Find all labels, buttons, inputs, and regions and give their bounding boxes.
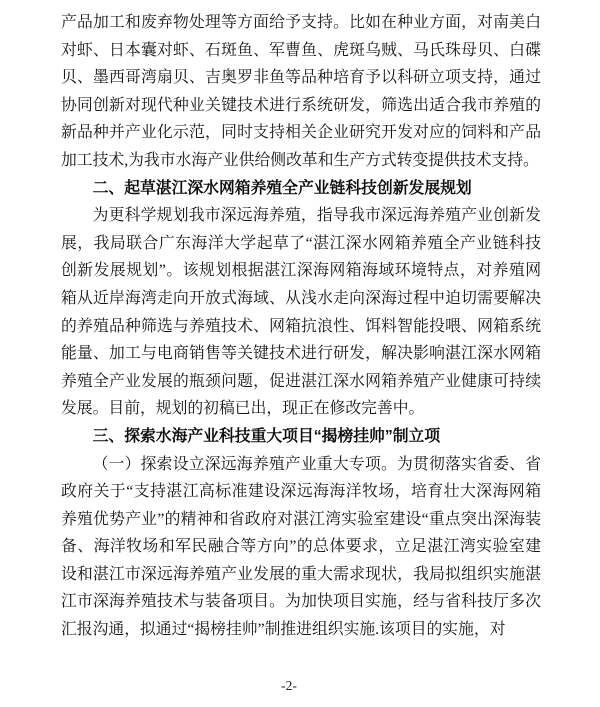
page-number: -2- bbox=[281, 677, 297, 693]
section-3-paragraph: （一）探索设立深远海养殖产业重大专项。为贯彻落实省委、省政府关于“支持湛江高标准建设深远海海洋牧场，培育壮大深海网箱养殖优势产业”的精神和省政府对湛江湾实验室建设“重点突出深海装备、海洋牧场和军民融合等方向”的总体要求，立足湛江湾实验室建设和湛江市深远海养殖产业发展的重大需求现状，我局拟组织实施湛江市深海养殖技术与装备项目。为加快项目实施，经与省科技厅多次汇报沟通，拟通过“揭榜挂帅”制推进组织实施.该项目的实施，对 bbox=[61, 455, 541, 639]
section-heading-2: 二、起草湛江深水网箱养殖全产业链科技创新发展规划 bbox=[92, 179, 472, 197]
continued-paragraph: 产品加工和废弃物处理等方面给予支持。比如在种业方面，对南美白对虾、日本囊对虾、石斑鱼、军曹鱼、虎斑乌贼、马氏珠母贝、白碟贝、墨西哥湾扇贝、吉奥罗非鱼等品种培育予以科研立项支持，通过协同创新对现代种业关键技术进行系统研发，筛选出适合我市养殖的新品种并产业化示范，同时支持相关企业研究开发对应的饲料和产品加工技术,为我市水海产业供给侧改革和生产方式转变提供技术支持。 bbox=[61, 14, 541, 169]
section-heading-3: 三、探索水海产业科技重大项目“揭榜挂帅”制立项 bbox=[92, 427, 441, 445]
section-2-paragraph: 为更科学规划我市深远海养殖，指导我市深远海养殖产业创新发展，我局联合广东海洋大学起草了“湛江深水网箱养殖全产业链科技创新发展规划”。该规划根据湛江深海网箱海域环境特点，对养殖网箱从近岸海湾走向开放式海域、从浅水走向深海过程中迫切需要解决的养殖品种筛选与养殖技术、网箱抗浪性、饵料智能投喂、网箱系统能量、加工与电商销售等关键技术进行研发，解决影响湛江深水网箱养殖全产业发展的瓶颈问题，促进湛江深水网箱养殖产业健康可持续发展。目前，规划的初稿已出，现正在修改完善中。 bbox=[61, 207, 541, 418]
